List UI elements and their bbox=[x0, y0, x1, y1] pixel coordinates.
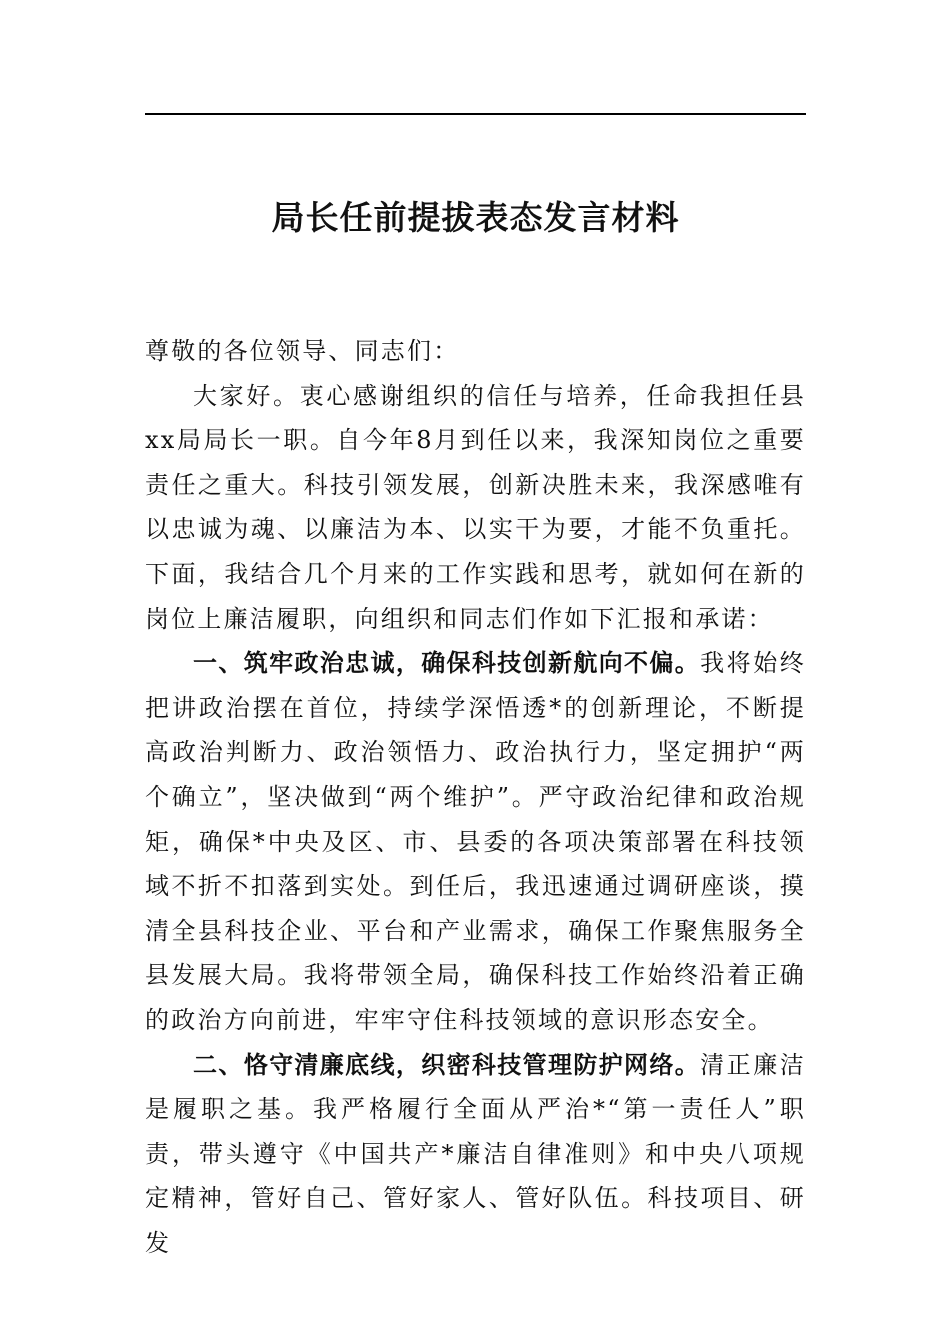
section-heading-2: 二、恪守清廉底线，织密科技管理防护网络。 bbox=[193, 1050, 701, 1079]
paragraph-text: 我将始终把讲政治摆在首位，持续学深悟透*的创新理论，不断提高政治判断力、政治领悟力、政治执行力，坚定拥护“两个确立”，坚决做到“两个维护”。严守政治纪律和政治规矩，确保*中央及区、市、县委的各项决策部署在科技领域不折不扣落到实处。到任后，我迅速通过调研座谈，摸清全县科技企业、平台和产业需求，确保工作聚焦服务全县发展大局。我将带领全局，确保科技工作始终沿着正确的政治方向前进，牢牢守住科技领域的意识形态安全。 bbox=[145, 649, 806, 1034]
paragraph-text: 清正廉洁是履职之基。我严格履行全面从严治*“第一责任人”职责，带头遵守《中国共产*廉洁自律准则》和中央八项规定精神，管好自己、管好家人、管好队伍。科技项目、研发 bbox=[145, 1050, 806, 1257]
paragraph-text: 大家好。衷心感谢组织的信任与培养，任命我担任县xx局局长一职。自今年8月到任以来，我深知岗位之重要责任之重大。科技引领发展，创新决胜未来，我深感唯有以忠诚为魂、以廉洁为本、以实干为要，才能不负重托。下面，我结合几个月来的工作实践和思考，就如何在新的岗位上廉洁履职，向组织和同志们作如下汇报和承诺： bbox=[145, 381, 806, 633]
paragraph-intro bbox=[145, 374, 806, 642]
paragraph-section-1 bbox=[145, 641, 806, 1042]
section-heading-1: 一、筑牢政治忠诚，确保科技创新航向不偏。 bbox=[193, 649, 701, 678]
document-body bbox=[145, 329, 806, 1265]
paragraph-section-2 bbox=[145, 1043, 806, 1266]
salutation: 尊敬的各位领导、同志们： bbox=[145, 337, 460, 365]
header-rule bbox=[145, 113, 806, 115]
document-title: 局长任前提拔表态发言材料 bbox=[271, 198, 680, 237]
